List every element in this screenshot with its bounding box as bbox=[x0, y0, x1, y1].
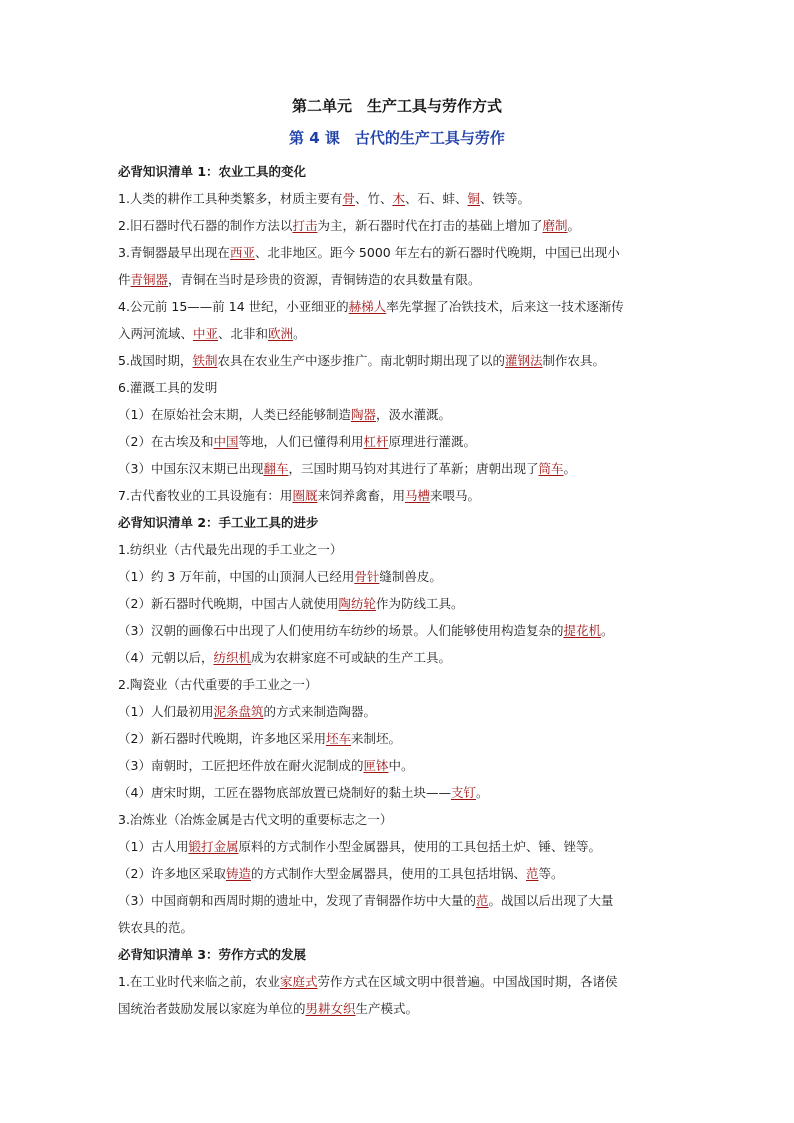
text-line bbox=[118, 266, 683, 293]
text-segment: 件 bbox=[118, 272, 131, 287]
text-line bbox=[118, 590, 683, 617]
text-line bbox=[118, 833, 683, 860]
text-segment: 原料的方式制作小型金属器具，使用的工具包括土炉、锤、锉等。 bbox=[238, 839, 601, 854]
text-segment: 。战国以后出现了大量 bbox=[488, 893, 614, 908]
key-term: 泥条盘筑 bbox=[213, 704, 264, 719]
text-line bbox=[118, 455, 683, 482]
text-segment: 1.人类的耕作工具种类繁多，材质主要有 bbox=[118, 191, 343, 206]
key-term: 铜 bbox=[467, 191, 481, 206]
text-segment: 劳作方式在区域文明中很普遍。中国战国时期，各诸侯 bbox=[317, 974, 618, 989]
key-term: 磨制 bbox=[542, 218, 568, 233]
text-segment: （3）中国东汉末期已出现 bbox=[118, 461, 264, 476]
text-line bbox=[118, 725, 683, 752]
text-segment: （1）人们最初用 bbox=[118, 704, 214, 719]
text-segment: 中。 bbox=[388, 758, 414, 773]
text-segment: 1.在工业时代来临之前，农业 bbox=[118, 974, 280, 989]
text-segment: 。 bbox=[567, 218, 580, 233]
text-segment: ，三国时期马钧对其进行了革新；唐朝出现了 bbox=[288, 461, 539, 476]
key-term: 青铜器 bbox=[130, 272, 169, 287]
text-line bbox=[118, 239, 683, 266]
text-line bbox=[118, 347, 683, 374]
text-line bbox=[118, 536, 683, 563]
key-term: 男耕女织 bbox=[305, 1001, 356, 1016]
text-line bbox=[118, 401, 683, 428]
key-term: 铸造 bbox=[225, 866, 251, 881]
text-segment: （2）许多地区采取 bbox=[118, 866, 226, 881]
text-segment: 。 bbox=[563, 461, 577, 476]
text-segment: 6.灌溉工具的发明 bbox=[118, 380, 218, 395]
text-segment: 。 bbox=[600, 623, 614, 638]
text-line bbox=[118, 914, 683, 941]
text-segment: 农具在农业生产中逐步推广。南北朝时期出现了以的 bbox=[217, 353, 505, 368]
text-segment: 1.纺织业（古代最先出现的手工业之一） bbox=[118, 542, 343, 557]
key-term: 打击 bbox=[292, 218, 318, 233]
text-segment: 。 bbox=[475, 785, 489, 800]
text-segment: （3）南朝时，工匠把坯件放在耐火泥制成的 bbox=[118, 758, 364, 773]
text-segment: 、北非和 bbox=[218, 326, 269, 341]
text-segment: 、铁等。 bbox=[480, 191, 531, 206]
text-segment: （1）约 3 万年前，中国的山顶洞人已经用 bbox=[118, 569, 355, 584]
key-term: 锻打金属 bbox=[188, 839, 239, 854]
text-line bbox=[118, 752, 683, 779]
text-line bbox=[118, 320, 683, 347]
text-line bbox=[118, 779, 683, 806]
key-term: 支钉 bbox=[450, 785, 476, 800]
text-segment: 、竹、 bbox=[354, 191, 393, 206]
text-segment: 来制坯。 bbox=[350, 731, 401, 746]
key-term: 西亚 bbox=[229, 245, 255, 260]
key-term: 灌钢法 bbox=[504, 353, 543, 368]
text-line bbox=[118, 698, 683, 725]
text-line bbox=[118, 563, 683, 590]
text-segment: 来饲养禽畜，用 bbox=[317, 488, 405, 503]
text-segment: 7.古代畜牧业的工具设施有：用 bbox=[118, 488, 293, 503]
text-line bbox=[118, 887, 683, 914]
key-term: 赫梯人 bbox=[348, 299, 387, 314]
text-line bbox=[118, 644, 683, 671]
text-segment: 。 bbox=[293, 326, 306, 341]
key-term: 纺织机 bbox=[213, 650, 251, 665]
text-line bbox=[118, 617, 683, 644]
key-term: 木 bbox=[392, 191, 405, 206]
text-segment: 制作农具。 bbox=[542, 353, 605, 368]
key-term: 铁制 bbox=[192, 353, 218, 368]
text-line bbox=[118, 860, 683, 887]
key-term: 提花机 bbox=[563, 623, 601, 638]
key-term: 筒车 bbox=[538, 461, 564, 476]
key-term: 骨针 bbox=[354, 569, 380, 584]
text-segment: 、北非地区。距今 5000 年左右的新石器时代晚期，中国已出现小 bbox=[254, 245, 620, 260]
text-segment: 等地，人们已懂得利用 bbox=[238, 434, 364, 449]
text-line bbox=[118, 968, 683, 995]
text-segment: 入两河流域、 bbox=[118, 326, 194, 341]
text-segment: 来喂马。 bbox=[429, 488, 480, 503]
text-segment: 4.公元前 15——前 14 世纪，小亚细亚的 bbox=[118, 299, 349, 314]
text-line bbox=[118, 428, 683, 455]
text-segment: 原理进行灌溉。 bbox=[388, 434, 477, 449]
text-segment: ，汲水灌溉。 bbox=[375, 407, 451, 422]
text-segment: ，青铜在当时是珍贵的资源，青铜铸造的农具数量有限。 bbox=[168, 272, 481, 287]
section-heading bbox=[118, 509, 683, 536]
text-segment: 成为农耕家庭不可或缺的生产工具。 bbox=[250, 650, 451, 665]
text-segment: 必背知识清单 3：劳作方式的发展 bbox=[118, 947, 307, 962]
text-line bbox=[118, 671, 683, 698]
unit-title: 第二单元 生产工具与劳作方式 bbox=[291, 97, 502, 115]
text-line bbox=[118, 293, 683, 320]
key-term: 匣钵 bbox=[363, 758, 389, 773]
text-segment: 必背知识清单 1：农业工具的变化 bbox=[118, 164, 307, 179]
text-segment: 2.陶瓷业（古代重要的手工业之一） bbox=[118, 677, 318, 692]
knowledge-list bbox=[118, 158, 683, 1022]
key-term: 中亚 bbox=[193, 326, 219, 341]
key-term: 中国 bbox=[213, 434, 239, 449]
text-segment: 率先掌握了冶铁技术，后来这一技术逐渐传 bbox=[386, 299, 624, 314]
text-segment: 作为防线工具。 bbox=[375, 596, 464, 611]
text-segment: 必背知识清单 2：手工业工具的进步 bbox=[118, 515, 319, 530]
text-line bbox=[118, 806, 683, 833]
text-segment: 、石、蚌、 bbox=[404, 191, 468, 206]
key-term: 骨 bbox=[342, 191, 355, 206]
text-segment: （2）新石器时代晚期，中国古人就使用 bbox=[118, 596, 339, 611]
text-segment: 国统治者鼓励发展以家庭为单位的 bbox=[118, 1001, 306, 1016]
text-segment: 等。 bbox=[538, 866, 564, 881]
key-term: 陶纺轮 bbox=[338, 596, 376, 611]
text-segment: （3）汉朝的画像石中出现了人们使用纺车纺纱的场景。人们能够使用构造复杂的 bbox=[118, 623, 564, 638]
text-segment: 缝制兽皮。 bbox=[379, 569, 442, 584]
text-segment: 生产模式。 bbox=[355, 1001, 419, 1016]
key-term: 欧洲 bbox=[268, 326, 294, 341]
text-segment: 3.青铜器最早出现在 bbox=[118, 245, 230, 260]
text-segment: 3.冶炼业（冶炼金属是古代文明的重要标志之一） bbox=[118, 812, 393, 827]
text-segment: （3）中国商朝和西周时期的遗址中，发现了青铜器作坊中大量的 bbox=[118, 893, 476, 908]
key-term: 圈厩 bbox=[292, 488, 318, 503]
key-term: 坯车 bbox=[325, 731, 351, 746]
text-segment: 为主，新石器时代在打击的基础上增加了 bbox=[317, 218, 543, 233]
text-line bbox=[118, 374, 683, 401]
text-segment: （4）唐宋时期，工匠在器物底部放置已烧制好的黏土块—— bbox=[118, 785, 451, 800]
key-term: 范 bbox=[475, 893, 489, 908]
section-heading bbox=[118, 941, 683, 968]
text-segment: （4）元朝以后， bbox=[118, 650, 214, 665]
text-segment: （2）在古埃及和 bbox=[118, 434, 214, 449]
text-segment: 的方式来制造陶器。 bbox=[263, 704, 376, 719]
text-line bbox=[118, 185, 683, 212]
key-term: 家庭式 bbox=[279, 974, 318, 989]
key-term: 杠杆 bbox=[363, 434, 389, 449]
key-term: 陶器 bbox=[350, 407, 376, 422]
text-line bbox=[118, 995, 683, 1022]
text-line bbox=[118, 482, 683, 509]
section-heading bbox=[118, 158, 683, 185]
text-segment: （1）在原始社会末期，人类已经能够制造 bbox=[118, 407, 351, 422]
text-segment: 2.旧石器时代石器的制作方法以 bbox=[118, 218, 293, 233]
lesson-title: 第 4 课 古代的生产工具与劳作 bbox=[289, 129, 505, 147]
key-term: 范 bbox=[526, 866, 539, 881]
text-segment: （2）新石器时代晚期，许多地区采用 bbox=[118, 731, 326, 746]
text-segment: 5.战国时期， bbox=[118, 353, 193, 368]
text-segment: 的方式制作大型金属器具，使用的工具包括坩锅、 bbox=[250, 866, 526, 881]
text-segment: 铁农具的范。 bbox=[118, 920, 194, 935]
text-line bbox=[118, 212, 683, 239]
text-segment: （1）古人用 bbox=[118, 839, 189, 854]
key-term: 翻车 bbox=[263, 461, 289, 476]
key-term: 马槽 bbox=[404, 488, 430, 503]
